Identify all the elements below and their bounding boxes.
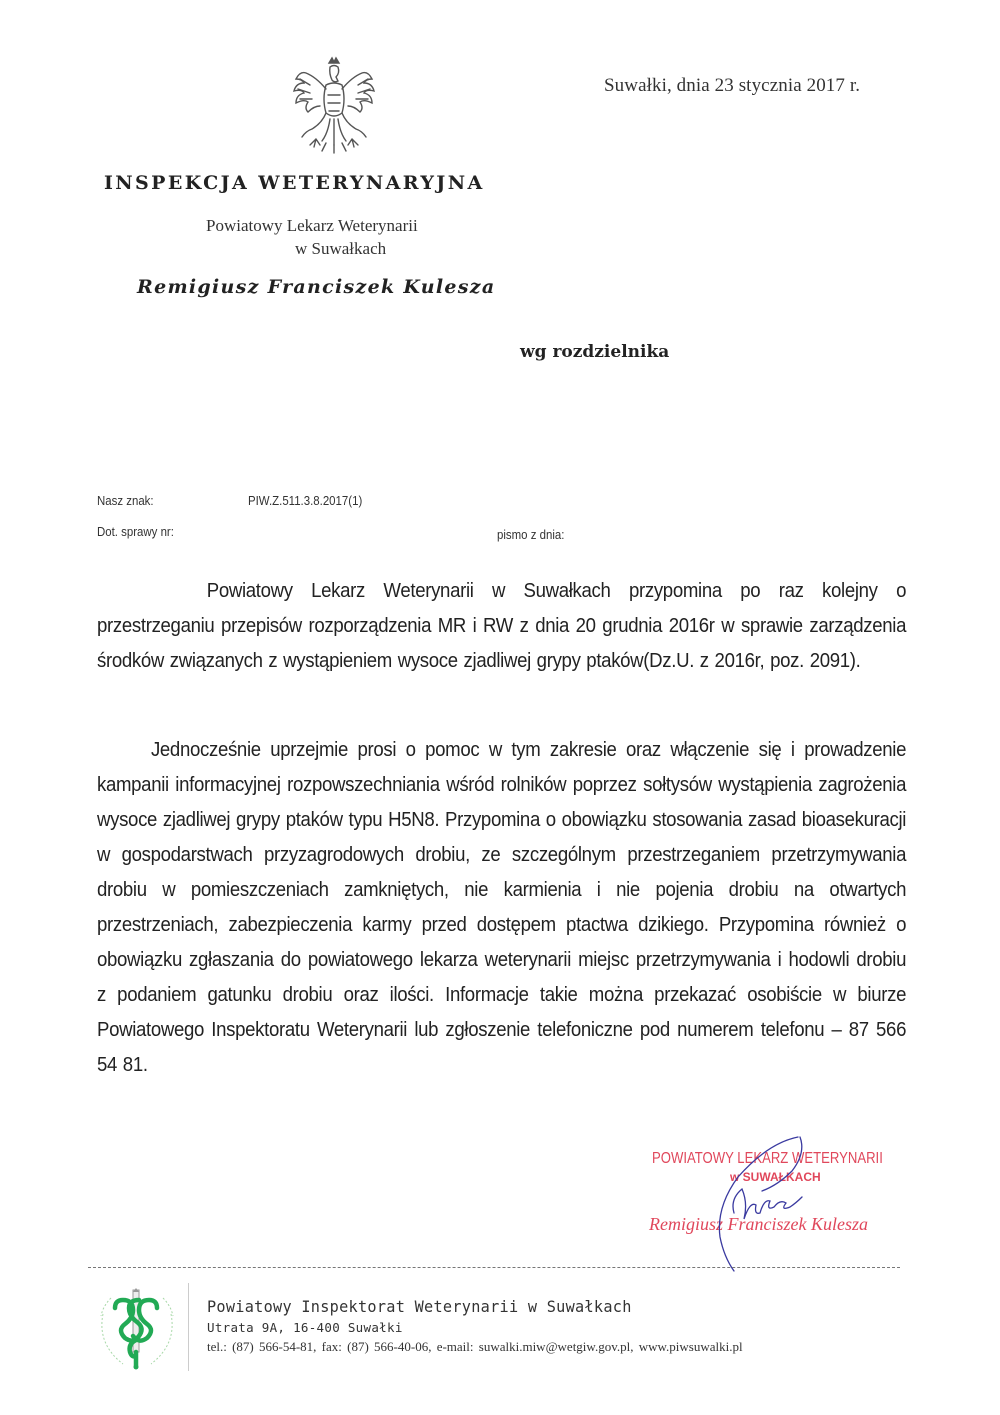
stamp-city: w SUWAŁKACH	[730, 1170, 821, 1184]
body-paragraph: Powiatowy Lekarz Weterynarii w Suwałkach przypomina po raz kolejny o przestrzeganiu przepisów rozporządzenia MR i RW z dnia 20 grudnia 2016r w sprawie zarządzenia środków związanych z wystąpieniem wysoce zjadliwej grypy ptaków(Dz.U. z 2016r, poz. 2091).	[97, 580, 907, 672]
office-title: Powiatowy Lekarz Weterynarii	[206, 216, 418, 235]
our-reference-value: PIW.Z.511.3.8.2017(1)	[248, 493, 363, 508]
recipient: wg rozdzielnika	[520, 342, 670, 362]
office-city: w Suwałkach	[295, 239, 387, 258]
footer-contact: tel.: (87) 566-54-81, fax: (87) 566-40-06, e-mail: suwalki.miw@wetgiw.gov.pl, www.piwsuwalki.pl	[207, 1339, 743, 1354]
polish-eagle-emblem-icon	[286, 55, 382, 155]
footer-organization: Powiatowy Inspektorat Weterynarii w Suwałkach	[207, 1297, 632, 1316]
footer-divider	[88, 1267, 900, 1268]
letter-date: Suwałki, dnia 23 stycznia 2017 r.	[604, 75, 861, 96]
letter-date-label: pismo z dnia:	[497, 527, 565, 542]
body-paragraph: Jednocześnie uprzejmie prosi o pomoc w tym zakresie oraz włączenie się i prowadzenie kampanii informacyjnej rozpowszechniania wśród rolników poprzez sołtysów wystąpienia zagrożenia wysoce zjadliwej grypy ptaków typu H5N8. Przypomina o obowiązku stosowania zasad bioasekuracji w gospodarstwach przyzagrodowych drobiu, ze szczególnym przestrzeganiem przetrzymywania drobiu w pomieszczeniach zamkniętych, nie karmienia i nie pojenia drobiu na otwartych przestrzeniach, zabezpieczenia karmy przed dostępem ptactwa dzikiego. Przypomina również o obowiązku zgłaszania do powiatowego lekarza weterynarii miejsc przetrzymywania i hodowli drobiu z podaniem gatunku drobiu oraz ilości. Informacje takie można przekazać osobiście w biurze Powiatowego Inspektoratu Weterynarii lub zgłoszenie telefoniczne pod numerem telefonu – 87 566 54 81.	[97, 739, 907, 1076]
our-reference-label: Nasz znak:	[97, 493, 154, 508]
organization-title: INSPEKCJA WETERYNARYJNA	[104, 172, 485, 194]
handwritten-signature-icon	[690, 1135, 860, 1275]
stamp-title: POWIATOWY LEKARZ WETERYNARII	[652, 1150, 883, 1167]
footer-separator	[188, 1283, 189, 1371]
official-name: Remigiusz Franciszek Kulesza	[137, 276, 496, 298]
caduceus-logo-icon	[93, 1284, 181, 1372]
stamp-official-name: Remigiusz Franciszek Kulesza	[649, 1214, 868, 1234]
case-number-label: Dot. sprawy nr:	[97, 524, 174, 539]
footer-address: Utrata 9A, 16-400 Suwałki	[207, 1320, 403, 1335]
